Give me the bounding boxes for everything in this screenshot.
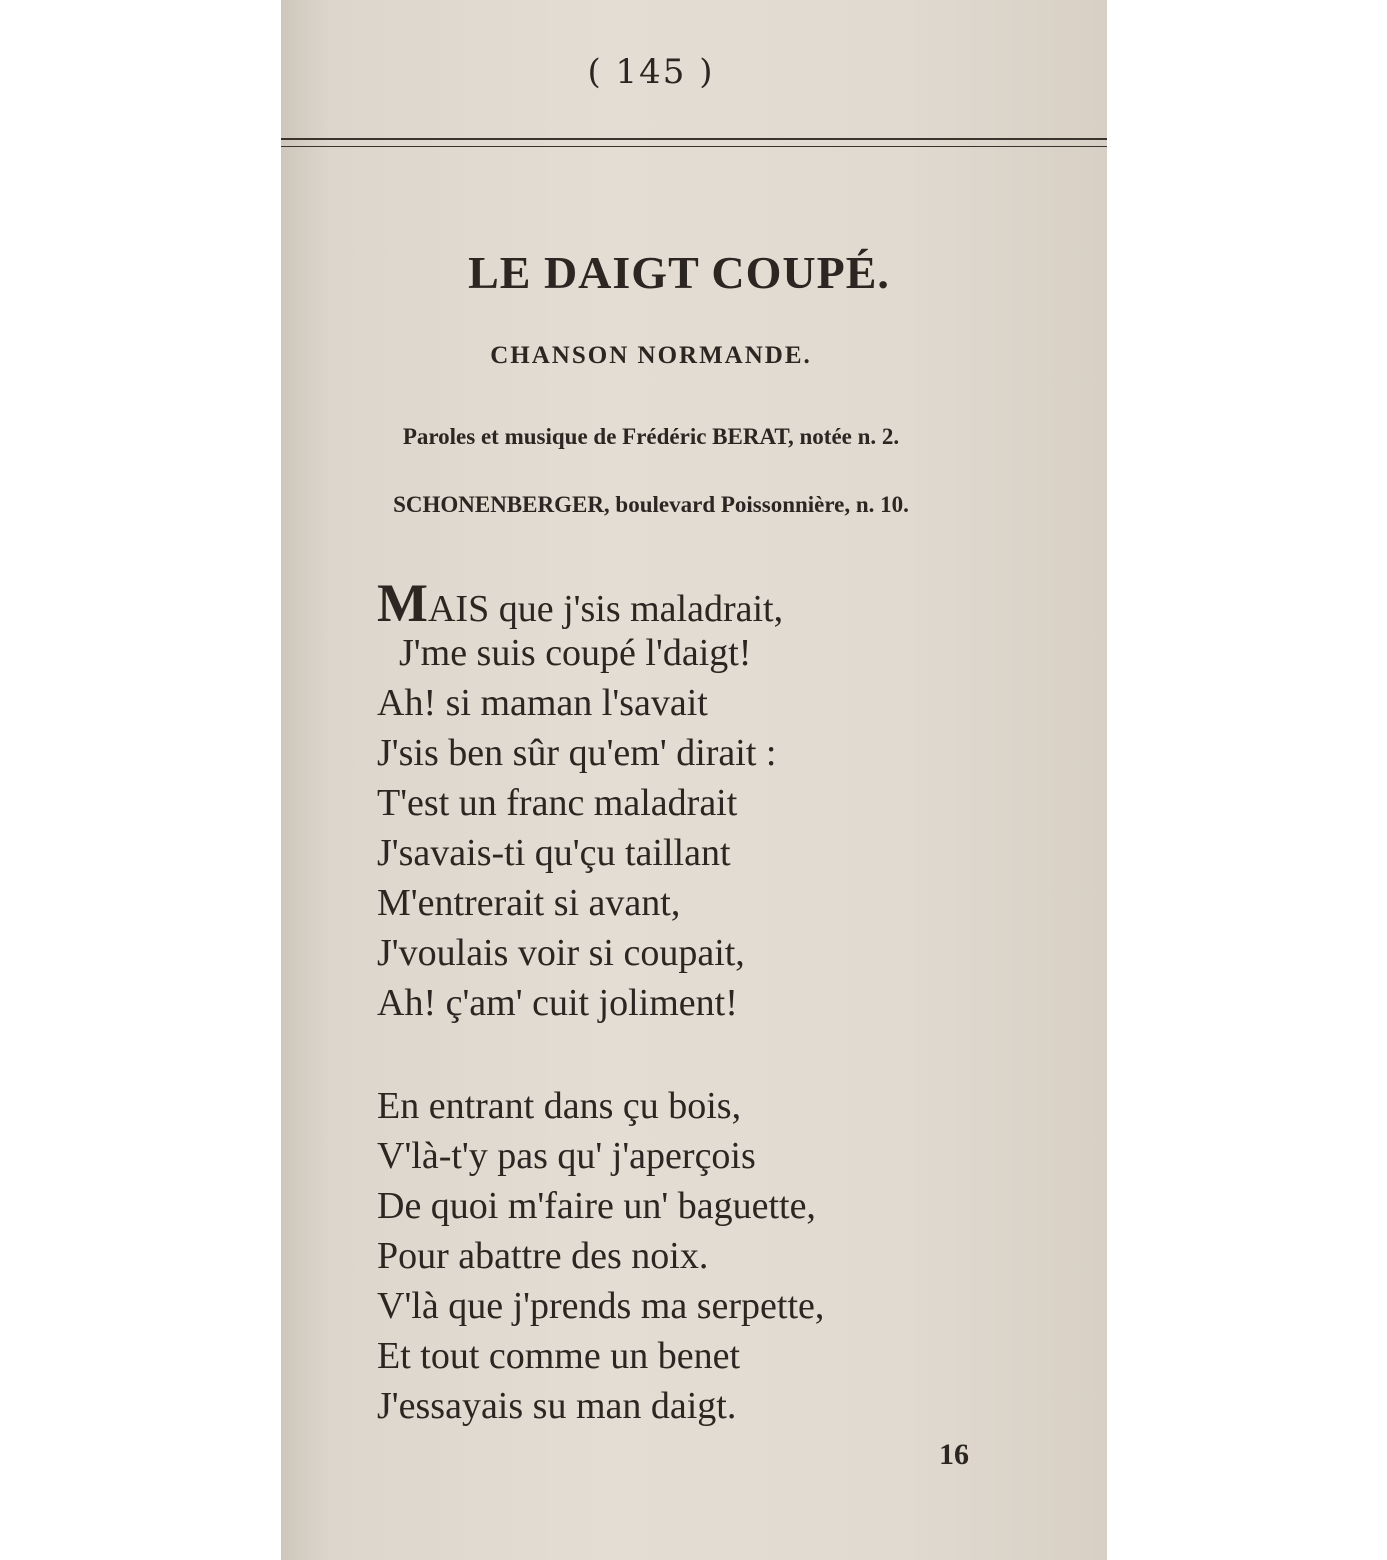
drop-cap: M xyxy=(377,573,428,633)
verse-line: En entrant dans çu bois, xyxy=(377,1085,742,1127)
verse-line: J'essayais su man daigt. xyxy=(377,1385,737,1427)
header-rule xyxy=(281,138,1107,140)
verse-line: J'savais-ti qu'çu taillant xyxy=(377,832,731,874)
verse-line: Et tout comme un benet xyxy=(377,1335,741,1377)
song-title: LE DAIGT COUPÉ. xyxy=(468,247,890,298)
verse-line: J'sis ben sûr qu'em' dirait : xyxy=(377,732,777,774)
page-number: ( 145 ) xyxy=(587,52,715,92)
book-page xyxy=(281,0,1107,1560)
stanza-1 xyxy=(377,573,1077,1028)
verse-line: T'est un franc maladrait xyxy=(377,782,738,824)
verse-line: Ah! ç'am' cuit joliment! xyxy=(377,982,738,1024)
verse-line: V'là-t'y pas qu' j'aperçois xyxy=(377,1135,756,1177)
verse-line xyxy=(377,573,1077,633)
credit-line: Paroles et musique de Frédéric BERAT, notée n. 2. xyxy=(402,424,900,449)
publisher-line: SCHONENBERGER, boulevard Poissonnière, n. 10. xyxy=(393,492,909,517)
signature-mark: 16 xyxy=(939,1438,969,1471)
song-subtitle: CHANSON NORMANDE. xyxy=(490,342,812,369)
verse-line: J'me suis coupé l'daigt! xyxy=(399,632,752,674)
verse-line-text: AIS que j'sis maladrait, xyxy=(427,588,784,630)
verse-line: J'voulais voir si coupait, xyxy=(377,932,745,974)
verse-line: M'entrerait si avant, xyxy=(377,882,681,924)
verse-line: V'là que j'prends ma serpette, xyxy=(377,1285,825,1327)
verse-line: Ah! si maman l'savait xyxy=(377,682,708,724)
stanza-2 xyxy=(377,1081,1077,1431)
verse-line: De quoi m'faire un' baguette, xyxy=(377,1185,816,1227)
verse-line: Pour abattre des noix. xyxy=(377,1235,709,1277)
header-rule-thin xyxy=(281,146,1107,147)
